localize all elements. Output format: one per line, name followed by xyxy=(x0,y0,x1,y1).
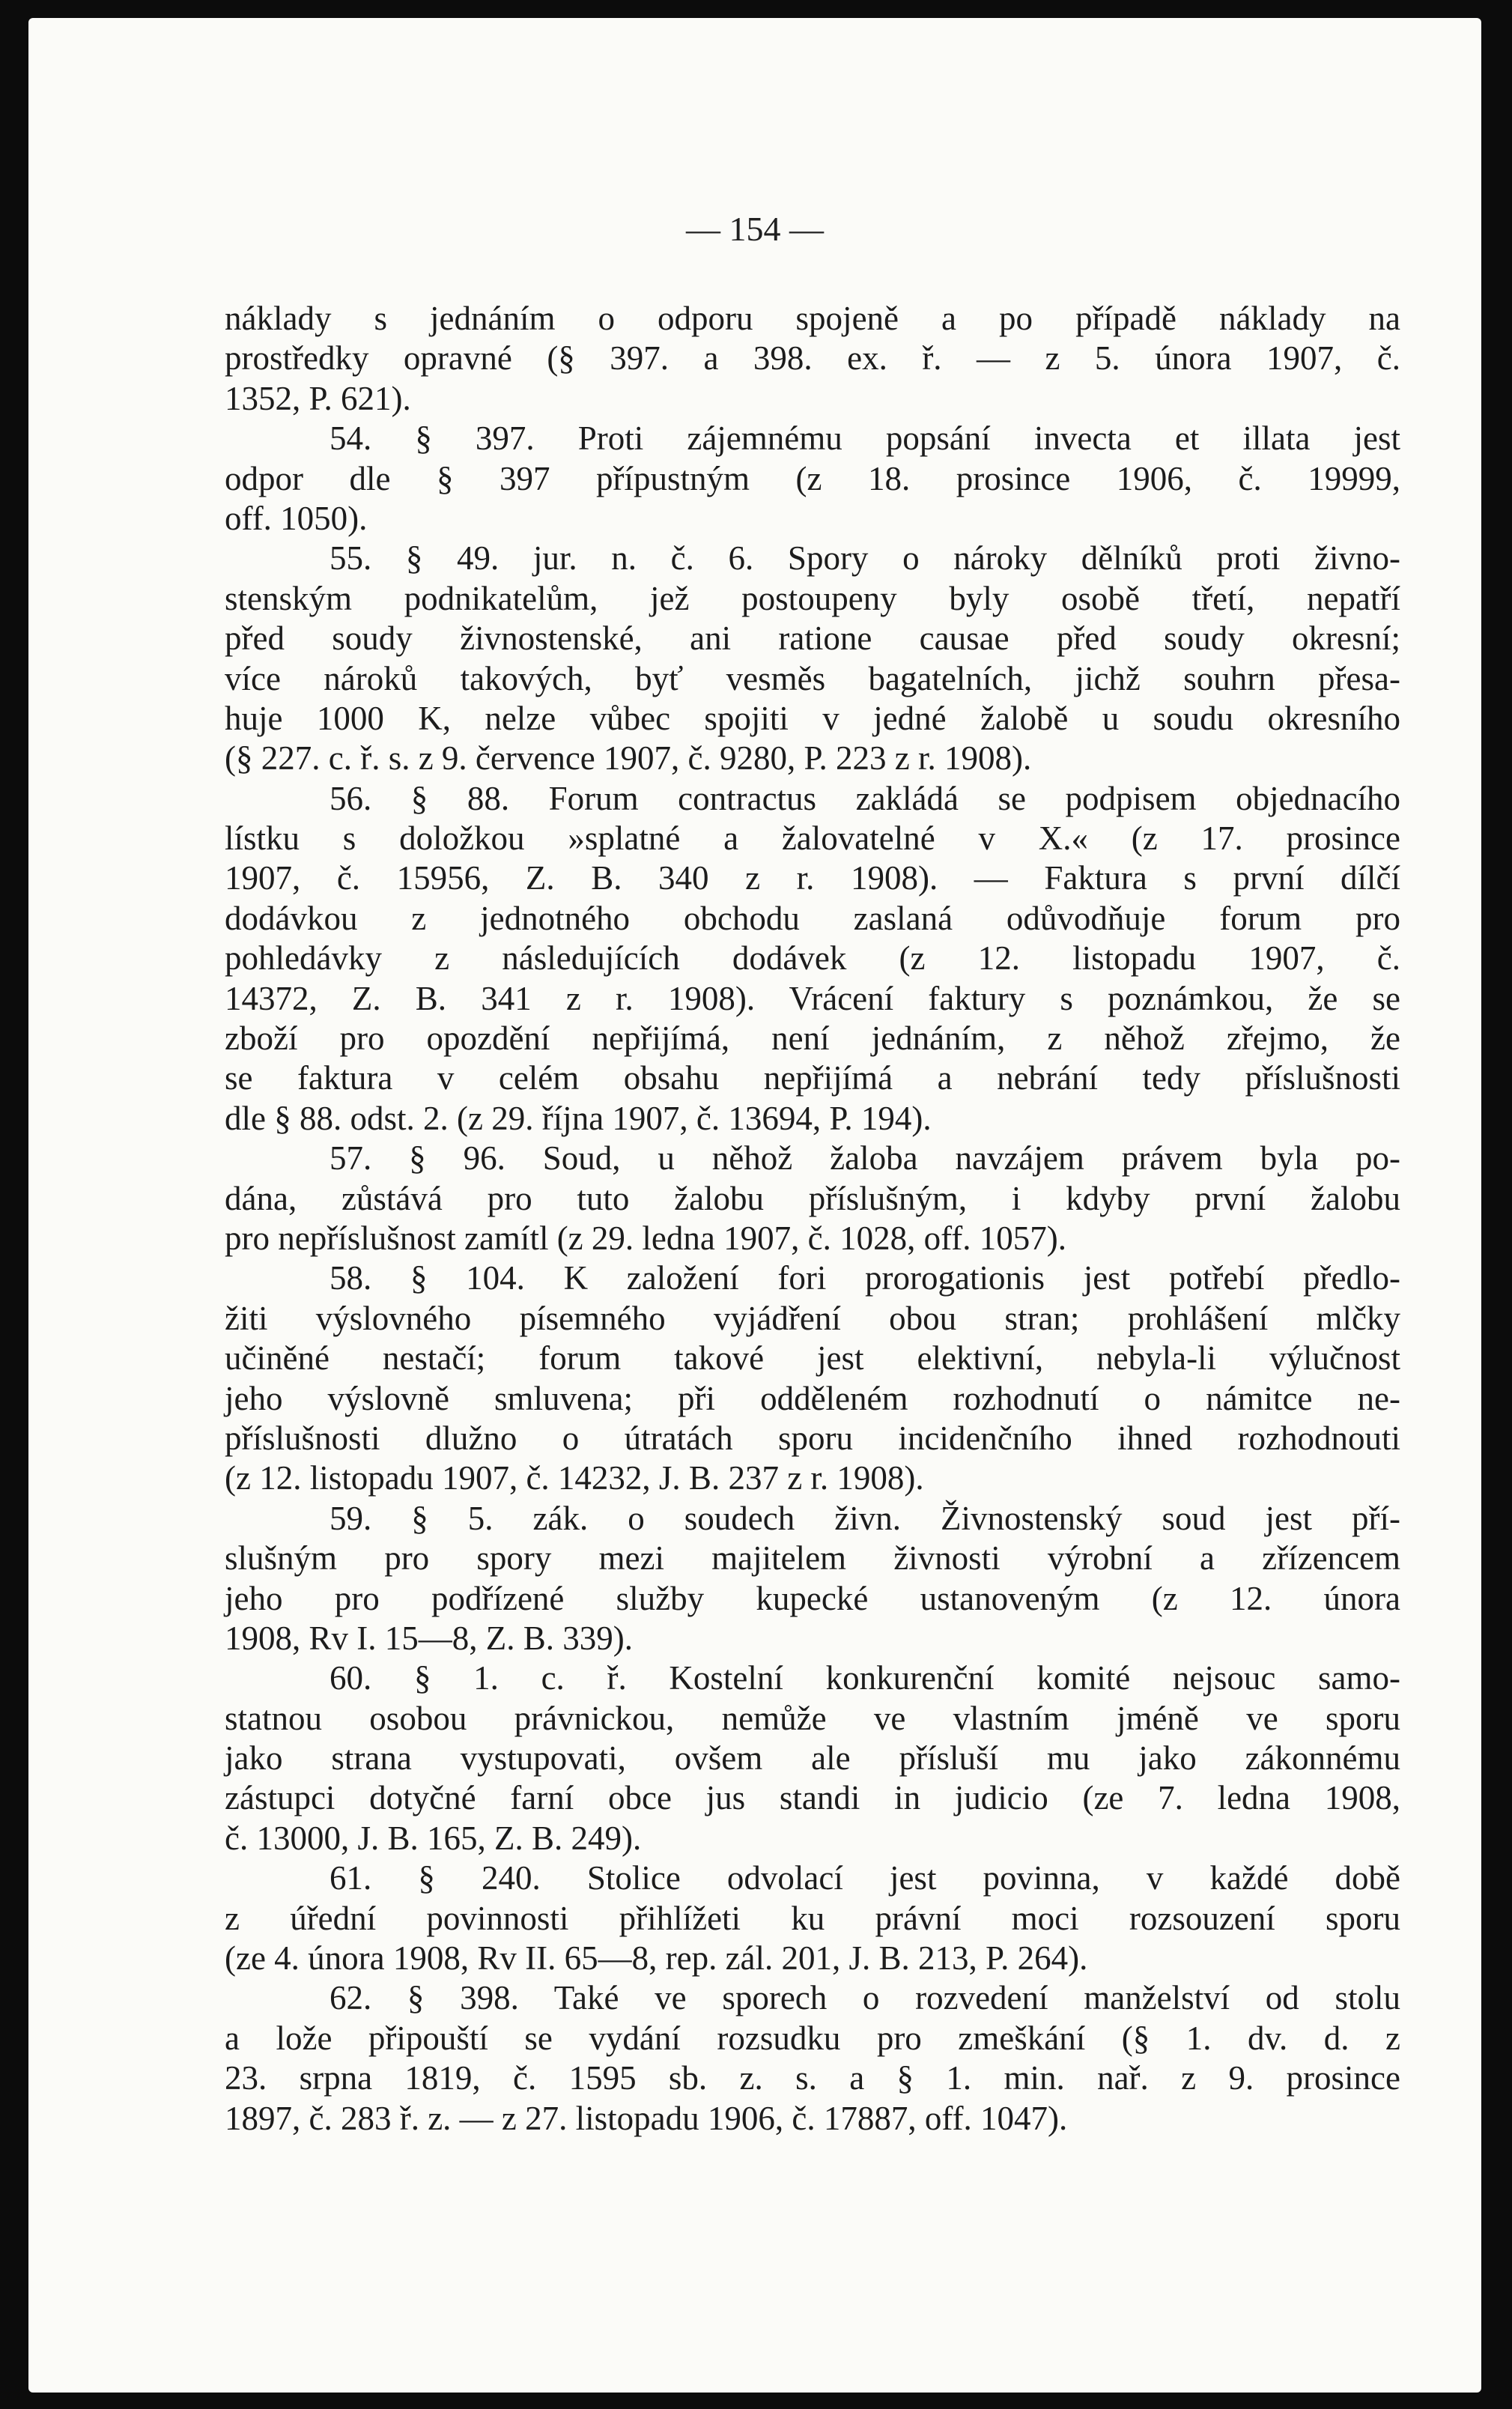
text-line: 57. § 96. Soud, u něhož žaloba navzájem právem byla po- xyxy=(330,1139,1400,1178)
text-line: jako strana vystupovati, ovšem ale přísluší mu jako zákonnému xyxy=(225,1739,1400,1778)
text-line: prostředky opravné (§ 397. a 398. ex. ř. — z 5. února 1907, č. xyxy=(225,339,1400,378)
text-line: statnou osobou právnickou, nemůže ve vlastním jméně ve sporu xyxy=(225,1699,1400,1737)
text-line: 1908, Rv I. 15—8, Z. B. 339). xyxy=(225,1619,633,1657)
page-number: — 154 — xyxy=(686,210,824,248)
text-line: se faktura v celém obsahu nepřijímá a nebrání tedy příslušnosti xyxy=(225,1059,1400,1097)
text-line: pohledávky z následujících dodávek (z 12. listopadu 1907, č. xyxy=(225,939,1400,978)
text-line: 58. § 104. K založení fori prorogationis jest potřebí předlo- xyxy=(330,1259,1400,1297)
text-line: 62. § 398. Také ve sporech o rozvedení manželství od stolu xyxy=(330,1979,1400,2017)
text-line: huje 1000 K, nelze vůbec spojiti v jedné žalobě u soudu okresního xyxy=(225,699,1400,737)
text-line: 1907, č. 15956, Z. B. 340 z r. 1908). — Faktura s první dílčí xyxy=(225,859,1400,897)
book-page xyxy=(28,18,1481,2393)
text-line: off. 1050). xyxy=(225,499,368,537)
text-line: 55. § 49. jur. n. č. 6. Spory o nároky dělníků proti živno- xyxy=(330,539,1400,578)
text-line: 1352, P. 621). xyxy=(225,379,411,417)
text-line: příslušnosti dlužno o útratách sporu incidenčního ihned rozhodnouti xyxy=(225,1419,1400,1457)
text-line: slušným pro spory mezi majitelem živnosti výrobní a zřízencem xyxy=(225,1539,1400,1578)
text-line: dodávkou z jednotného obchodu zaslaná odůvodňuje forum pro xyxy=(225,899,1400,937)
text-line: 14372, Z. B. 341 z r. 1908). Vrácení faktury s poznámkou, že se xyxy=(225,979,1400,1017)
text-line: učiněné nestačí; forum takové jest elektivní, nebyla-li výlučnost xyxy=(225,1339,1400,1378)
text-line: 23. srpna 1819, č. 1595 sb. z. s. a § 1. min. nař. z 9. prosince xyxy=(225,2059,1400,2097)
text-line: před soudy živnostenské, ani ratione causae před soudy okresní; xyxy=(225,619,1400,658)
text-line: 1897, č. 283 ř. z. — z 27. listopadu 1906, č. 17887, off. 1047). xyxy=(225,2099,1068,2137)
text-line: jeho pro podřízené služby kupecké ustanoveným (z 12. února xyxy=(225,1579,1400,1617)
text-line: zboží pro opozdění nepřijímá, není jednáním, z něhož zřejmo, že xyxy=(225,1019,1400,1058)
text-line: dána, zůstává pro tuto žalobu příslušným, i kdyby první žalobu xyxy=(225,1179,1400,1217)
text-line: pro nepříslušnost zamítl (z 29. ledna 1907, č. 1028, off. 1057). xyxy=(225,1219,1066,1257)
text-line: 60. § 1. c. ř. Kostelní konkurenční komité nejsouc samo- xyxy=(330,1659,1400,1697)
text-line: lístku s doložkou »splatné a žalovatelné v X.« (z 17. prosince xyxy=(225,819,1400,858)
text-line: zástupci dotyčné farní obce jus standi in judicio (ze 7. ledna 1908, xyxy=(225,1779,1400,1817)
text-line: 61. § 240. Stolice odvolací jest povinna, v každé době xyxy=(330,1859,1400,1897)
text-line: 59. § 5. zák. o soudech živn. Živnostenský soud jest pří- xyxy=(330,1499,1400,1537)
text-line: více nároků takových, byť vesměs bagatelních, jichž souhrn přesa- xyxy=(225,659,1400,697)
text-line: dle § 88. odst. 2. (z 29. října 1907, č. 13694, P. 194). xyxy=(225,1099,932,1137)
text-line: stenským podnikatelům, jež postoupeny byly osobě třetí, nepatří xyxy=(225,579,1400,617)
text-line: 54. § 397. Proti zájemnému popsání invecta et illata jest xyxy=(330,419,1400,458)
text-line: (ze 4. února 1908, Rv II. 65—8, rep. zál. 201, J. B. 213, P. 264). xyxy=(225,1939,1088,1978)
text-line: č. 13000, J. B. 165, Z. B. 249). xyxy=(225,1819,642,1857)
text-line: 56. § 88. Forum contractus zakládá se podpisem objednacího xyxy=(330,779,1400,817)
text-line: jeho výslovně smluvena; při odděleném rozhodnutí o námitce ne- xyxy=(225,1379,1400,1417)
text-line: (z 12. listopadu 1907, č. 14232, J. B. 237 z r. 1908). xyxy=(225,1459,924,1497)
text-line: náklady s jednáním o odporu spojeně a po případě náklady na xyxy=(225,300,1400,337)
text-line: z úřední povinnosti přihlížeti ku právní moci rozsouzení sporu xyxy=(225,1899,1400,1937)
text-line: odpor dle § 397 přípustným (z 18. prosince 1906, č. 19999, xyxy=(225,459,1400,497)
text-line: (§ 227. c. ř. s. z 9. července 1907, č. 9280, P. 223 z r. 1908). xyxy=(225,739,1032,778)
body-text xyxy=(225,299,1400,2139)
text-line: žiti výslovného písemného vyjádření obou stran; prohlášení mlčky xyxy=(225,1299,1400,1337)
text-line: a lože připouští se vydání rozsudku pro zmeškání (§ 1. dv. d. z xyxy=(225,2019,1400,2057)
